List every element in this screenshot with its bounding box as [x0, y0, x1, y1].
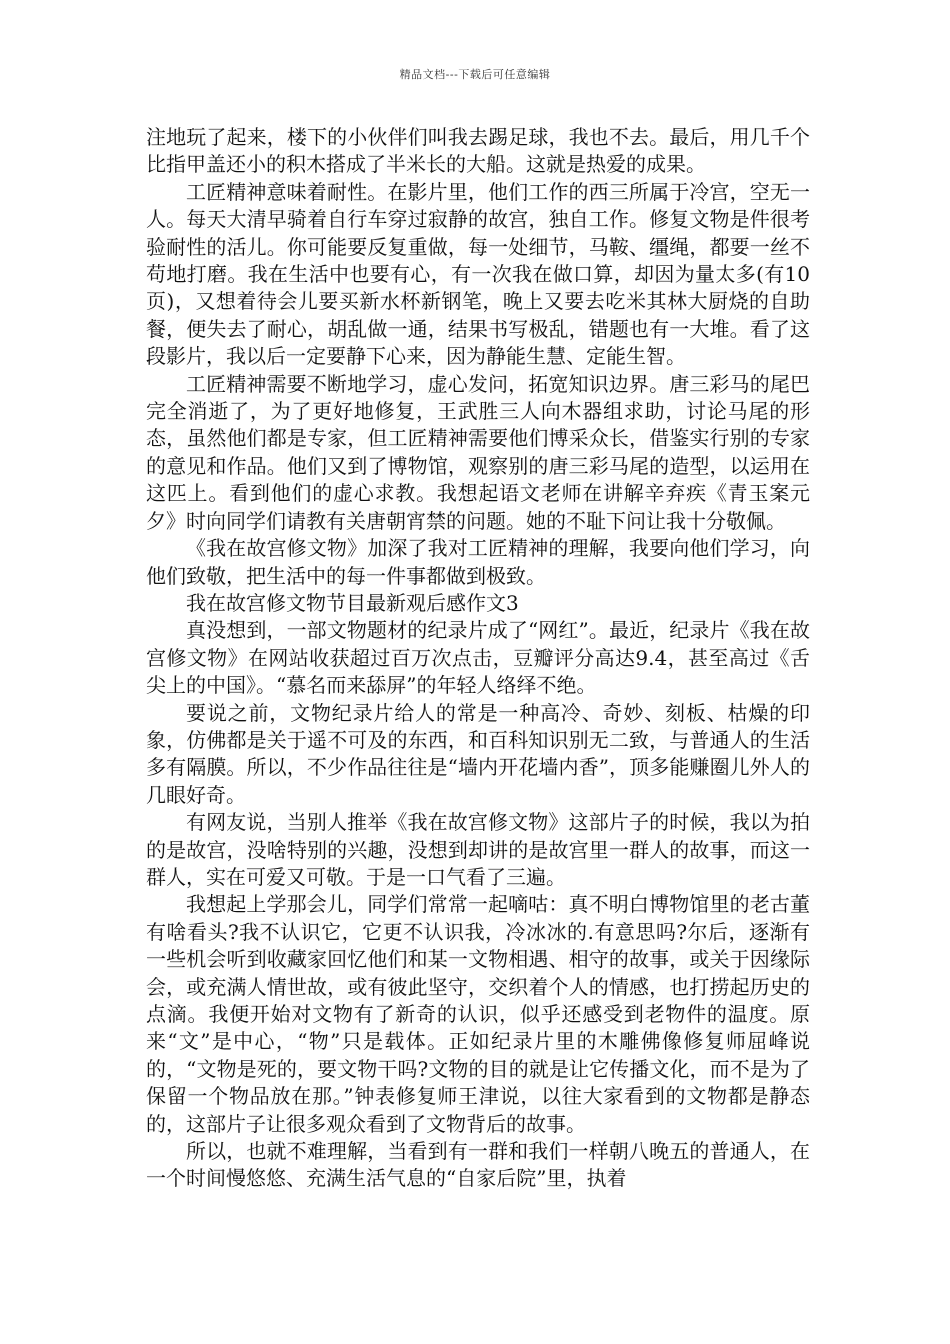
paragraph-7: 要说之前，文物纪录片给人的常是一种高冷、奇妙、刻板、枯燥的印象，仿佛都是关于遥不可及的东西，和百科知识别无二致，与普通人的生活多有隔膜。所以，不少作品往往是“墙内开花墙内香”，顶多能赚圈儿外人的几眼好奇。: [146, 700, 810, 807]
paragraph-1: 注地玩了起来，楼下的小伙伴们叫我去踢足球，我也不去。最后，用几千个比指甲盖还小的积木搭成了半米长的大船。这就是热爱的成果。: [146, 125, 810, 177]
section-title: 我在故宫修文物节目最新观后感作文3: [186, 590, 519, 615]
paragraph-9: 我想起上学那会儿，同学们常常一起嘀咕：真不明白博物馆里的老古董有啥看头?我不认识它，它更不认识我，冷冰冰的.有意思吗?尔后，逐渐有一些机会听到收藏家回忆他们和某一文物相遇、相守的故事，或关于因缘际会，或充满人情世故，或有彼此坚守，交织着个人的情感，也打捞起历史的点滴。我便开始对文物有了新奇的认识，似乎还感受到老物件的温度。原来“文”是中心，“物”只是载体。正如纪录片里的木雕佛像修复师屈峰说的，“文物是死的，要文物干吗?文物的目的就是让它传播文化，而不是为了保留一个物品放在那。”钟表修复师王津说，以往大家看到的文物都是静态的，这部片子让很多观众看到了文物背后的故事。: [146, 892, 810, 1136]
document-body: [146, 124, 810, 1193]
paragraph-3: 工匠精神需要不断地学习，虚心发问，拓宽知识边界。唐三彩马的尾巴完全消逝了，为了更好地修复，王武胜三人向木器组求助，讨论马尾的形态，虽然他们都是专家，但工匠精神需要他们博采众长，借鉴实行别的专家的意见和作品。他们又到了博物馆，观察别的唐三彩马尾的造型，以运用在这匹上。看到他们的虚心求教。我想起语文老师在讲解辛弃疾《青玉案元夕》时向同学们请教有关唐朝宵禁的问题。她的不耻下问让我十分敬佩。: [146, 371, 810, 533]
paragraph-4: 《我在故宫修文物》加深了我对工匠精神的理解，我要向他们学习，向他们致敬，把生活中的每一件事都做到极致。: [146, 536, 810, 588]
paragraph-6: 真没想到，一部文物题材的纪录片成了“网红”。最近，纪录片《我在故宫修文物》在网站收获超过百万次点击，豆瓣评分高达9.4，甚至高过《舌尖上的中国》。“慕名而来舔屏”的年轻人络绎不绝。: [146, 618, 810, 698]
paragraph-8: 有网友说，当别人推举《我在故宫修文物》这部片子的时候，我以为拍的是故宫，没啥特别的兴趣，没想到却讲的是故宫里一群人的故事，而这一群人，实在可爱又可敬。于是一口气看了三遍。: [146, 810, 810, 889]
paragraph-10: 所以，也就不难理解，当看到有一群和我们一样朝八晚五的普通人，在一个时间慢悠悠、充满生活气息的“自家后院”里，执着: [146, 1139, 810, 1191]
page-header: 精品文档---下载后可任意编辑: [399, 68, 551, 81]
paragraph-2: 工匠精神意味着耐性。在影片里，他们工作的西三所属于冷宫，空无一人。每天大清早骑着自行车穿过寂静的故宫，独自工作。修复文物是件很考验耐性的活儿。你可能要反复重做，每一处细节，马鞍、缰绳，都要一丝不苟地打磨。我在生活中也要有心，有一次我在做口算，却因为量太多(有10页)，又想着待会儿要买新水杯新钢笔，晚上又要去吃米其林大厨烧的自助餐，便失去了耐心，胡乱做一通，结果书写极乱，错题也有一大堆。看了这段影片，我以后一定要静下心来，因为静能生慧、定能生智。: [146, 179, 810, 369]
